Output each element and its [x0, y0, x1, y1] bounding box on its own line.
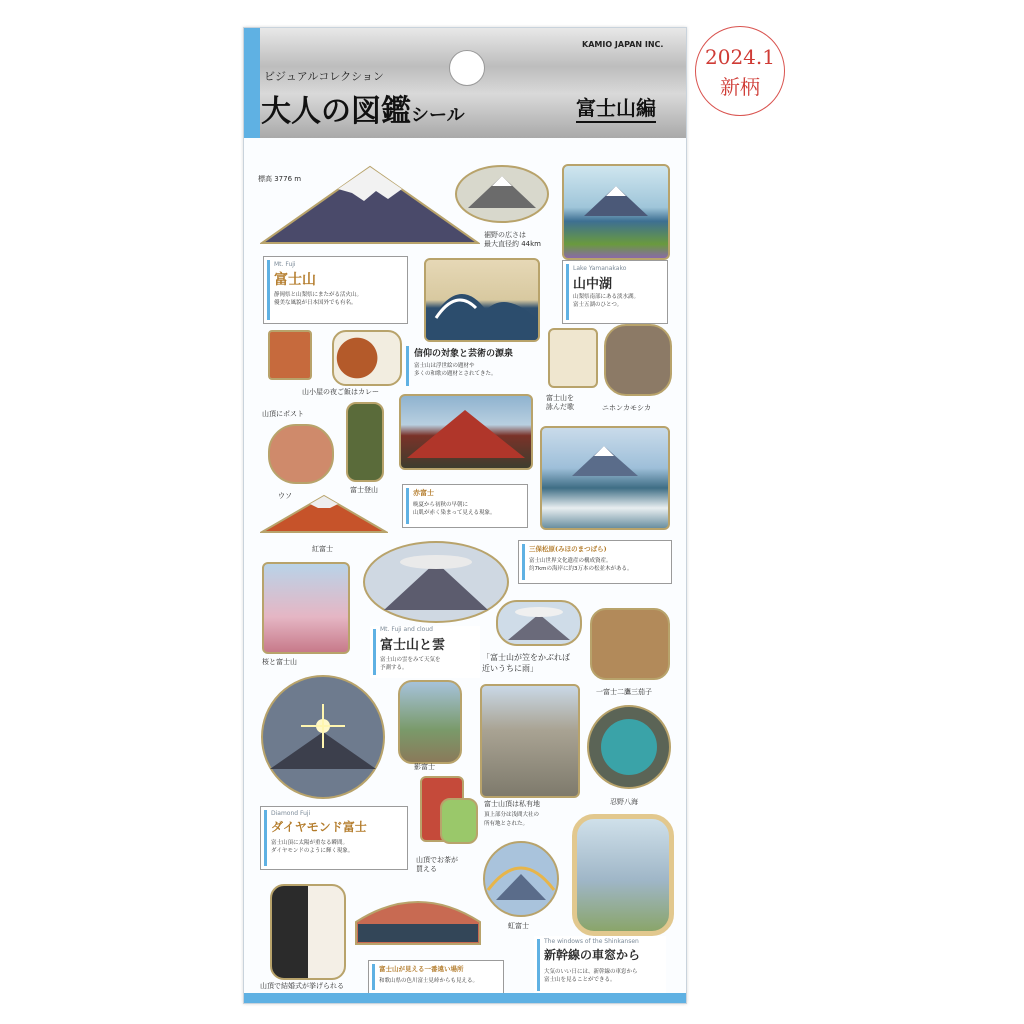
summit-label: 富士山頂は私有地 — [484, 800, 540, 808]
oshino-label: 忍野八海 — [610, 798, 638, 806]
hang-hole — [449, 50, 485, 86]
miho-info-card — [518, 540, 672, 584]
card-accent-bar — [267, 260, 270, 320]
bottom-blue-stripe — [244, 993, 686, 1003]
subtitle: ビジュアルコレクション — [264, 70, 384, 83]
card-accent-bar — [537, 939, 540, 991]
cloud-saying-label: 「富士山が笠をかぶれば 近いうちに雨」 — [482, 653, 570, 673]
card-desc: 大気のいい日には、新幹線の車窓から 富士山を見ることができる。 — [544, 969, 638, 983]
card-desc: 富士山の雲をみて天気を 予測する。 — [380, 657, 441, 671]
shadow-fuji-image — [398, 680, 462, 764]
faith-card — [406, 346, 536, 386]
tea-bottle-sticker — [440, 798, 478, 844]
rainbow-fuji-sticker — [482, 840, 560, 918]
new-design-stamp — [695, 26, 785, 116]
card-title: 赤富士 — [413, 488, 434, 497]
card-en-label: Mt. Fuji — [274, 261, 296, 268]
tea-label: 山頂でお茶が 買える — [416, 856, 458, 873]
title — [261, 86, 465, 130]
card-desc: 富士山頂に太陽が重なる瞬間。 ダイヤモンドのように輝く現象。 — [271, 840, 354, 854]
red-fuji-sticker — [260, 492, 388, 536]
card-en-label: Lake Yamanakako — [573, 265, 627, 272]
card-desc: 晩夏から初秋の早朝に 山肌が赤く染まって見える現象。 — [413, 502, 496, 516]
summit-torii-image — [480, 684, 580, 798]
post-box-sticker — [268, 330, 312, 380]
card-accent-bar — [566, 264, 569, 320]
faith-desc: 富士山は浮世絵の題材や 多くの和歌の題材とされてきた。 — [414, 363, 497, 377]
card-en-label: The windows of the Shinkansen — [544, 938, 639, 945]
foot-width-label: 裾野の広さは 最大直径約 44km — [484, 231, 542, 248]
card-desc: 富士山世界文化遺産の構成資産。 約7kmの海岸に約3万本の松並木がある。 — [529, 558, 633, 572]
climber-label: 富士登山 — [350, 486, 378, 494]
package-header — [244, 28, 686, 138]
serow-sticker — [604, 324, 672, 396]
header-blue-stripe — [244, 28, 260, 138]
brand-logo: KAMIO JAPAN INC. — [582, 40, 664, 49]
wedding-label: 山頂で結婚式が挙げられる — [260, 982, 344, 990]
card-accent-bar — [406, 346, 409, 386]
card-en-label: Mt. Fuji and cloud — [380, 626, 433, 633]
edition-title: 富士山編 — [576, 92, 656, 123]
card-en-label: Diamond Fuji — [271, 810, 311, 817]
shinkansen-window-image — [572, 814, 674, 936]
card-desc: 和歌山県の色川富士見峠からも見える。 — [379, 978, 479, 984]
poem-card-sticker — [548, 328, 598, 388]
card-accent-bar — [372, 964, 375, 990]
cloud-info-card — [370, 626, 480, 678]
card-accent-bar — [264, 810, 267, 866]
sakura-fuji-image — [262, 562, 350, 654]
serow-label: ニホンカモシカ — [602, 404, 651, 412]
great-wave-image — [424, 258, 540, 342]
stamp-date: 2024.1 — [705, 45, 775, 69]
eggplant-label: 一富士二鷹三茄子 — [596, 688, 652, 696]
card-title: 三保松原(みほのまつばら) — [529, 545, 607, 553]
fuji-info-card — [263, 256, 408, 324]
climber-sticker — [346, 402, 384, 482]
card-title: 富士山が見える一番遠い場所 — [379, 965, 464, 973]
bullfinch-sticker — [268, 424, 334, 484]
sakura-label: 桜と富士山 — [262, 658, 297, 666]
altitude-label: 標高 3776 m — [258, 175, 302, 183]
curry-label: 山小屋の夜ご飯はカレー — [302, 388, 379, 396]
fuji-oval-sticker — [454, 164, 550, 224]
farthest-info-card — [368, 960, 504, 994]
faith-title: 信仰の対象と芸術の源泉 — [414, 349, 514, 359]
diamond-fuji-sticker — [260, 674, 386, 800]
diamond-info-card — [260, 806, 408, 870]
stamp-new-label: 新柄 — [720, 75, 760, 99]
red-fuji-bottom-label: 紅富士 — [312, 545, 333, 553]
mt-fuji-sticker — [260, 163, 480, 245]
oshino-pond-sticker — [586, 704, 672, 790]
bird-label: ウソ — [278, 492, 292, 500]
card-desc: 静岡県と山梨県にまたがる活火山。 優美な風貌が日本国外でも有名。 — [274, 292, 363, 306]
card-accent-bar — [522, 544, 525, 580]
card-title: ダイヤモンド富士 — [271, 820, 367, 834]
poem-label: 富士山を 詠んだ歌 — [546, 394, 574, 411]
sticker-package — [243, 27, 687, 1004]
card-desc: 山梨県南部にある淡水湖。 富士五湖のひとつ。 — [573, 294, 640, 308]
card-title: 山中湖 — [573, 277, 613, 292]
shinkansen-info-card — [534, 936, 666, 994]
card-title: 富士山と雲 — [380, 638, 446, 653]
card-accent-bar — [373, 629, 376, 675]
sunset-sea-sticker — [354, 882, 482, 946]
title-main: 大人の図鑑 — [261, 94, 411, 129]
yamanaka-info-card — [562, 260, 668, 324]
lake-yamanaka-image — [562, 164, 670, 260]
summit-desc: 頂上部分は浅間大社の 所有地とされた。 — [484, 812, 540, 827]
red-fuji-image — [399, 394, 533, 470]
post-label: 山頂にポスト — [262, 410, 304, 418]
wedding-couple-sticker — [270, 884, 346, 980]
card-accent-bar — [406, 488, 409, 524]
eggplant-hawk-sticker — [590, 608, 670, 680]
curry-sticker — [332, 330, 402, 386]
title-suffix: シール — [411, 105, 465, 126]
akafuji-info-card — [402, 484, 528, 528]
rainbow-label: 虹富士 — [508, 922, 529, 930]
card-title: 新幹線の車窓から — [544, 948, 641, 962]
lenticular-cloud-sticker — [496, 600, 582, 646]
card-title: 富士山 — [274, 272, 316, 288]
shadow-label: 影富士 — [414, 763, 435, 771]
fuji-cloud-oval-sticker — [362, 540, 510, 624]
miho-image — [540, 426, 670, 530]
